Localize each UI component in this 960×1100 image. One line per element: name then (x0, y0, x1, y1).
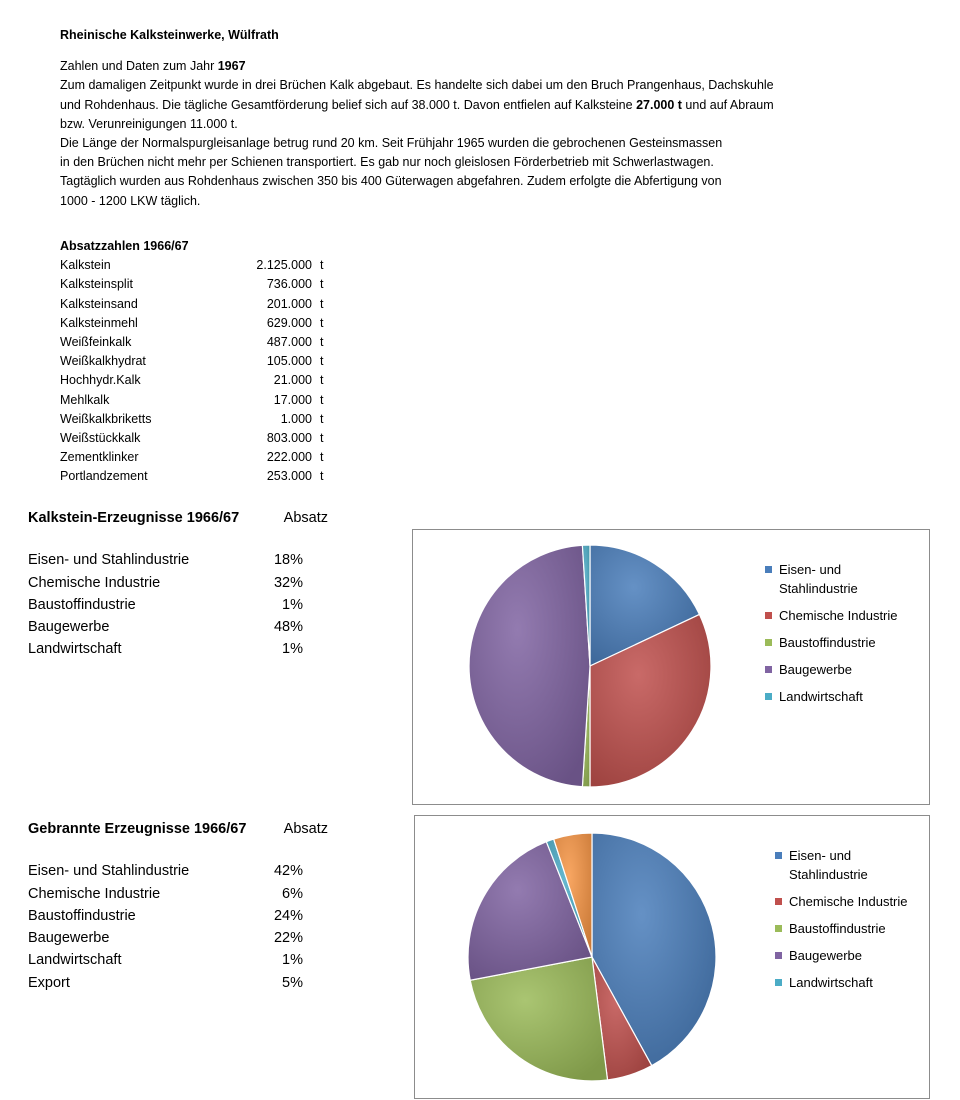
legend-label: Baustoffindustrie (789, 921, 886, 936)
sector-row (28, 594, 328, 616)
sector-name: Chemische Industrie (28, 574, 161, 591)
sales-row (60, 333, 340, 352)
legend-item (765, 560, 909, 598)
sector-name: Baustoffindustrie (28, 596, 136, 613)
legend-label: Baustoffindustrie (779, 635, 876, 650)
sales-row (60, 467, 340, 486)
legend-swatch (775, 898, 782, 905)
sales-product-name: Weißstückkalk (60, 431, 141, 446)
text-line-6: Tagtäglich wurden aus Rohdenhaus zwischen 350 bis 400 Güterwagen abgefahren. Zudem erfolgte die Abfertigung von (60, 174, 722, 189)
sales-row (60, 256, 340, 275)
sales-row (60, 314, 340, 333)
sales-product-value: 629.000 (266, 315, 312, 330)
sales-product-value: 201.000 (266, 296, 312, 311)
intro-line (60, 57, 860, 76)
sales-product-name: Weißkalkbriketts (60, 411, 152, 426)
sales-rows (60, 256, 340, 486)
sales-row (60, 295, 340, 314)
sales-product-unit: t (320, 431, 324, 446)
legend-swatch (765, 612, 772, 619)
legend-swatch (765, 666, 772, 673)
section-gebrannt (28, 818, 328, 994)
sales-product-value: 736.000 (266, 277, 312, 292)
legend-item (765, 687, 909, 706)
sales-product-name: Hochhydr.Kalk (60, 373, 141, 388)
sales-product-name: Kalkstein (60, 258, 111, 273)
legend-kalkstein (765, 560, 909, 714)
sector-percent: 32% (273, 574, 303, 591)
sector-row (28, 638, 328, 660)
sales-product-value: 253.000 (266, 469, 312, 484)
sector-percent: 1% (282, 641, 303, 658)
sector-percent: 1% (282, 596, 303, 613)
sector-name: Baugewerbe (28, 930, 110, 947)
text-line-1: Zum damaligen Zeitpunkt wurde in drei Brüchen Kalk abgebaut. Es handelte sich dabei um den Bruch Prangenhaus, Dachskuhle (60, 78, 774, 93)
intro-prefix: Zahlen und Daten zum Jahr (60, 59, 218, 74)
legend-label: Landwirtschaft (789, 975, 873, 990)
legend-label: Eisen- und Stahlindustrie (779, 562, 858, 596)
sales-product-unit: t (320, 392, 324, 407)
sector-percent: 22% (273, 930, 303, 947)
sales-row (60, 410, 340, 429)
sales-product-unit: t (320, 258, 324, 273)
sales-product-unit: t (320, 450, 324, 465)
sales-product-value: 105.000 (266, 354, 312, 369)
sales-product-unit: t (320, 277, 324, 292)
pie-slice-baugewerbe (469, 545, 590, 787)
sector-name: Baugewerbe (28, 619, 110, 636)
legend-swatch (765, 693, 772, 700)
section-kalkstein-absatz: Absatz (283, 510, 328, 526)
legend-swatch (765, 566, 772, 573)
legend-item (775, 846, 919, 884)
sector-name: Landwirtschaft (28, 952, 122, 969)
sector-name: Baustoffindustrie (28, 907, 136, 924)
sector-row (28, 572, 328, 594)
sector-percent: 6% (282, 885, 303, 902)
sales-product-unit: t (320, 354, 324, 369)
sector-percent: 5% (282, 974, 303, 991)
legend-item (765, 660, 909, 679)
sales-product-name: Kalksteinsand (60, 296, 138, 311)
legend-item (775, 892, 919, 911)
sales-product-unit: t (320, 335, 324, 350)
document-text (60, 26, 860, 211)
legend-swatch (775, 925, 782, 932)
section-kalkstein-title: Kalkstein-Erzeugnisse 1966/67 (28, 510, 240, 526)
legend-label: Landwirtschaft (779, 689, 863, 704)
sector-row (28, 860, 328, 882)
sales-heading: Absatzzahlen 1966/67 (60, 239, 189, 253)
sector-percent: 42% (273, 863, 303, 880)
chart-kalkstein (412, 529, 930, 805)
text-line-2-start: und Rohdenhaus. Die tägliche Gesamtförderung belief sich auf 38.000 t. Davon entfielen auf Kalksteine (60, 97, 637, 112)
sector-name: Eisen- und Stahlindustrie (28, 552, 190, 569)
legend-item (765, 606, 909, 625)
text-line-2 (60, 96, 860, 115)
sales-product-value: 222.000 (266, 450, 312, 465)
sales-product-name: Weißfeinkalk (60, 335, 132, 350)
document-title: Rheinische Kalksteinwerke, Wülfrath (60, 28, 279, 42)
sales-product-value: 21.000 (273, 373, 312, 388)
sales-product-unit: t (320, 373, 324, 388)
sales-row (60, 391, 340, 410)
legend-swatch (775, 952, 782, 959)
sales-product-value: 2.125.000 (256, 258, 312, 273)
sector-row (28, 972, 328, 994)
sales-product-name: Portlandzement (60, 469, 148, 484)
text-line-2-bold: 27.000 t (636, 97, 682, 112)
text-line-5: in den Brüchen nicht mehr per Schienen transportiert. Es gab nur noch gleislosen Förderbetrieb mit Schwerlastwagen. (60, 155, 714, 170)
legend-item (775, 919, 919, 938)
sector-percent: 48% (273, 619, 303, 636)
sales-row (60, 352, 340, 371)
sales-product-name: Zementklinker (60, 450, 139, 465)
sales-product-value: 803.000 (266, 431, 312, 446)
legend-label: Eisen- und Stahlindustrie (789, 848, 868, 882)
section-gebrannt-absatz: Absatz (283, 821, 328, 837)
sales-row (60, 371, 340, 390)
sector-name: Chemische Industrie (28, 885, 161, 902)
section-kalkstein-header (28, 507, 328, 529)
sales-product-name: Kalksteinmehl (60, 315, 138, 330)
sales-row (60, 275, 340, 294)
legend-swatch (765, 639, 772, 646)
sales-product-name: Kalksteinsplit (60, 277, 133, 292)
text-line-3: bzw. Verunreinigungen 11.000 t. (60, 116, 238, 131)
legend-item (765, 633, 909, 652)
sales-product-name: Mehlkalk (60, 392, 110, 407)
sales-product-value: 1.000 (280, 411, 312, 426)
sales-row (60, 448, 340, 467)
legend-label: Chemische Industrie (789, 894, 908, 909)
sector-row (28, 949, 328, 971)
legend-label: Baugewerbe (779, 662, 852, 677)
section-kalkstein (28, 507, 328, 661)
section-gebrannt-title: Gebrannte Erzeugnisse 1966/67 (28, 821, 247, 837)
sector-percent: 24% (273, 907, 303, 924)
sector-row (28, 616, 328, 638)
sales-figures (60, 237, 340, 487)
legend-label: Baugewerbe (789, 948, 862, 963)
section-gebrannt-header (28, 818, 328, 840)
sales-row (60, 429, 340, 448)
sector-row (28, 905, 328, 927)
sector-row (28, 549, 328, 571)
sector-row (28, 927, 328, 949)
legend-item (775, 973, 919, 992)
chart-gebrannt (414, 815, 930, 1099)
legend-swatch (775, 852, 782, 859)
sales-product-unit: t (320, 296, 324, 311)
intro-year: 1967 (217, 59, 246, 74)
sales-product-value: 487.000 (266, 335, 312, 350)
text-line-4: Die Länge der Normalspurgleisanlage betrug rund 20 km. Seit Frühjahr 1965 wurden die gebrochenen Gesteinsmassen (60, 136, 723, 151)
legend-item (775, 946, 919, 965)
sector-percent: 18% (273, 552, 303, 569)
sector-row (28, 883, 328, 905)
sector-percent: 1% (282, 952, 303, 969)
sales-product-value: 17.000 (273, 392, 312, 407)
section-kalkstein-rows (28, 549, 328, 660)
sector-name: Eisen- und Stahlindustrie (28, 863, 190, 880)
sales-product-unit: t (320, 315, 324, 330)
sector-name: Export (28, 974, 70, 991)
sales-product-name: Weißkalkhydrat (60, 354, 146, 369)
legend-gebrannt (775, 846, 919, 1000)
sales-product-unit: t (320, 469, 324, 484)
section-gebrannt-rows (28, 860, 328, 994)
sales-product-unit: t (320, 411, 324, 426)
legend-label: Chemische Industrie (779, 608, 898, 623)
text-line-7: 1000 - 1200 LKW täglich. (60, 193, 201, 208)
text-line-2-end: und auf Abraum (681, 97, 774, 112)
legend-swatch (775, 979, 782, 986)
sector-name: Landwirtschaft (28, 641, 122, 658)
